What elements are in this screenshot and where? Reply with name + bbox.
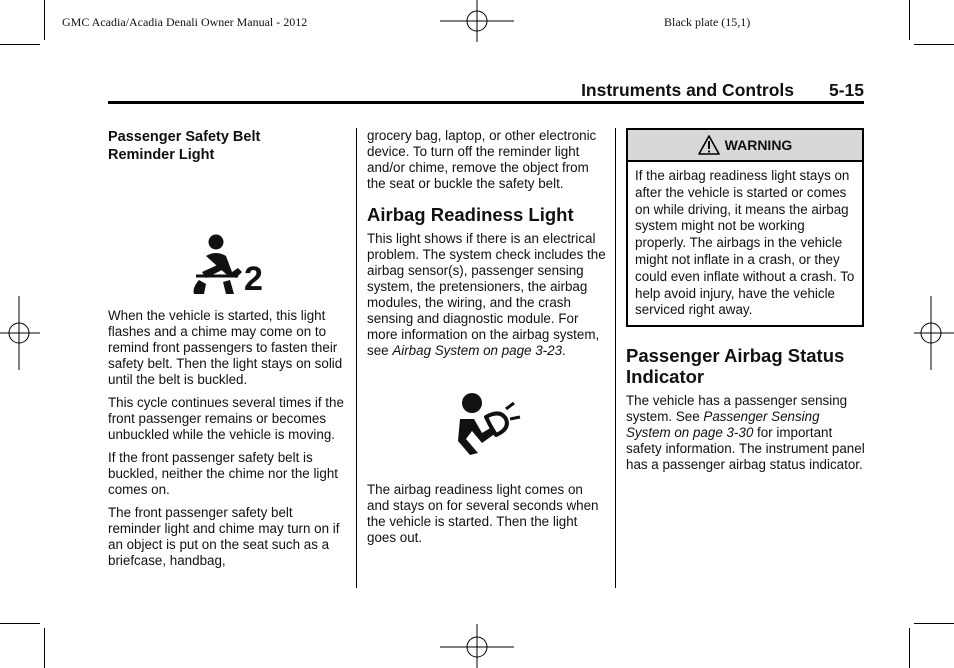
page-number: 5-15 <box>828 80 864 100</box>
column-3 <box>626 128 866 480</box>
cross-reference-link[interactable]: Passenger Sensing System on page 3-30 <box>626 409 820 441</box>
plate-header-right: Black plate (15,1) <box>664 15 751 29</box>
crop-mark <box>909 0 910 40</box>
registration-mark-top <box>440 0 514 44</box>
crop-mark <box>914 44 954 45</box>
warning-icon <box>698 135 720 155</box>
registration-mark-left <box>0 296 40 370</box>
paragraph: The front passenger safety belt reminder light and chime may turn on if an object is put on the seat such as a briefcase, handbag, <box>108 505 340 568</box>
column-2 <box>367 128 607 553</box>
section-title: Instruments and Controls <box>581 80 794 100</box>
crop-mark <box>0 44 40 45</box>
paragraph: This cycle continues several times if the front passenger remains or becomes unbuckled while the vehicle is moving. <box>108 395 344 442</box>
warning-header <box>628 130 862 162</box>
paragraph: The airbag readiness light comes on and stays on for several seconds when the vehicle is started. Then the light goes out. <box>367 482 599 545</box>
warning-label: WARNING <box>724 137 793 153</box>
warning-text: If the airbag readiness light stays on after the vehicle is started or comes on while driving, it means the airbag system might not be working properly. The airbags in the vehicle might not inflate in a crash, or they could even inflate without a crash. To help avoid injury, have the vehicle serviced right away. <box>635 168 855 318</box>
registration-mark-bottom <box>440 624 514 668</box>
subheading: Passenger Safety Belt Reminder Light <box>108 129 261 163</box>
plate-header-left: GMC Acadia/Acadia Denali Owner Manual - 2012 <box>62 15 308 29</box>
warning-box <box>626 128 864 327</box>
column-divider <box>615 128 616 588</box>
crop-mark <box>0 623 40 624</box>
paragraph: This light shows if there is an electrical problem. The system check includes the airbag sensor(s), passenger sensing system, the pretensioners, the airbag modules, the wiring, and the crash sensing and diagnostic module. For more information on the airbag system, see Airbag System on page 3-23. <box>367 231 606 358</box>
heading-passenger-airbag-status: Passenger Airbag Status Indicator <box>626 345 845 388</box>
section-rule <box>108 101 864 104</box>
cross-reference-link[interactable]: Airbag System on page 3-23 <box>392 343 563 358</box>
crop-mark <box>44 628 45 668</box>
seatbelt-reminder-icon <box>182 164 272 298</box>
crop-mark <box>914 623 954 624</box>
paragraph: The vehicle has a passenger sensing system. See Passenger Sensing System on page 3-30 for important safety information. The instrument panel has a passenger airbag status indicator. <box>626 393 865 473</box>
paragraph: When the vehicle is started, this light flashes and a chime may come on to remind front passengers to fasten their safety belt. Then the light stays on solid until the belt is buckled. <box>108 308 343 387</box>
crop-mark <box>909 628 910 668</box>
crop-mark <box>44 0 45 40</box>
registration-mark-right <box>914 296 954 370</box>
paragraph: grocery bag, laptop, or other electronic device. To turn off the reminder light and/or chime, remove the object from the seat or buckle the safety belt. <box>367 128 597 191</box>
seatbelt-icon-number: 2 <box>244 260 263 298</box>
paragraph: If the front passenger safety belt is buckled, neither the chime nor the light comes on. <box>108 450 339 497</box>
heading-airbag-readiness: Airbag Readiness Light <box>367 204 574 225</box>
column-divider <box>356 128 357 588</box>
airbag-readiness-icon <box>452 389 522 459</box>
column-1 <box>108 128 346 576</box>
